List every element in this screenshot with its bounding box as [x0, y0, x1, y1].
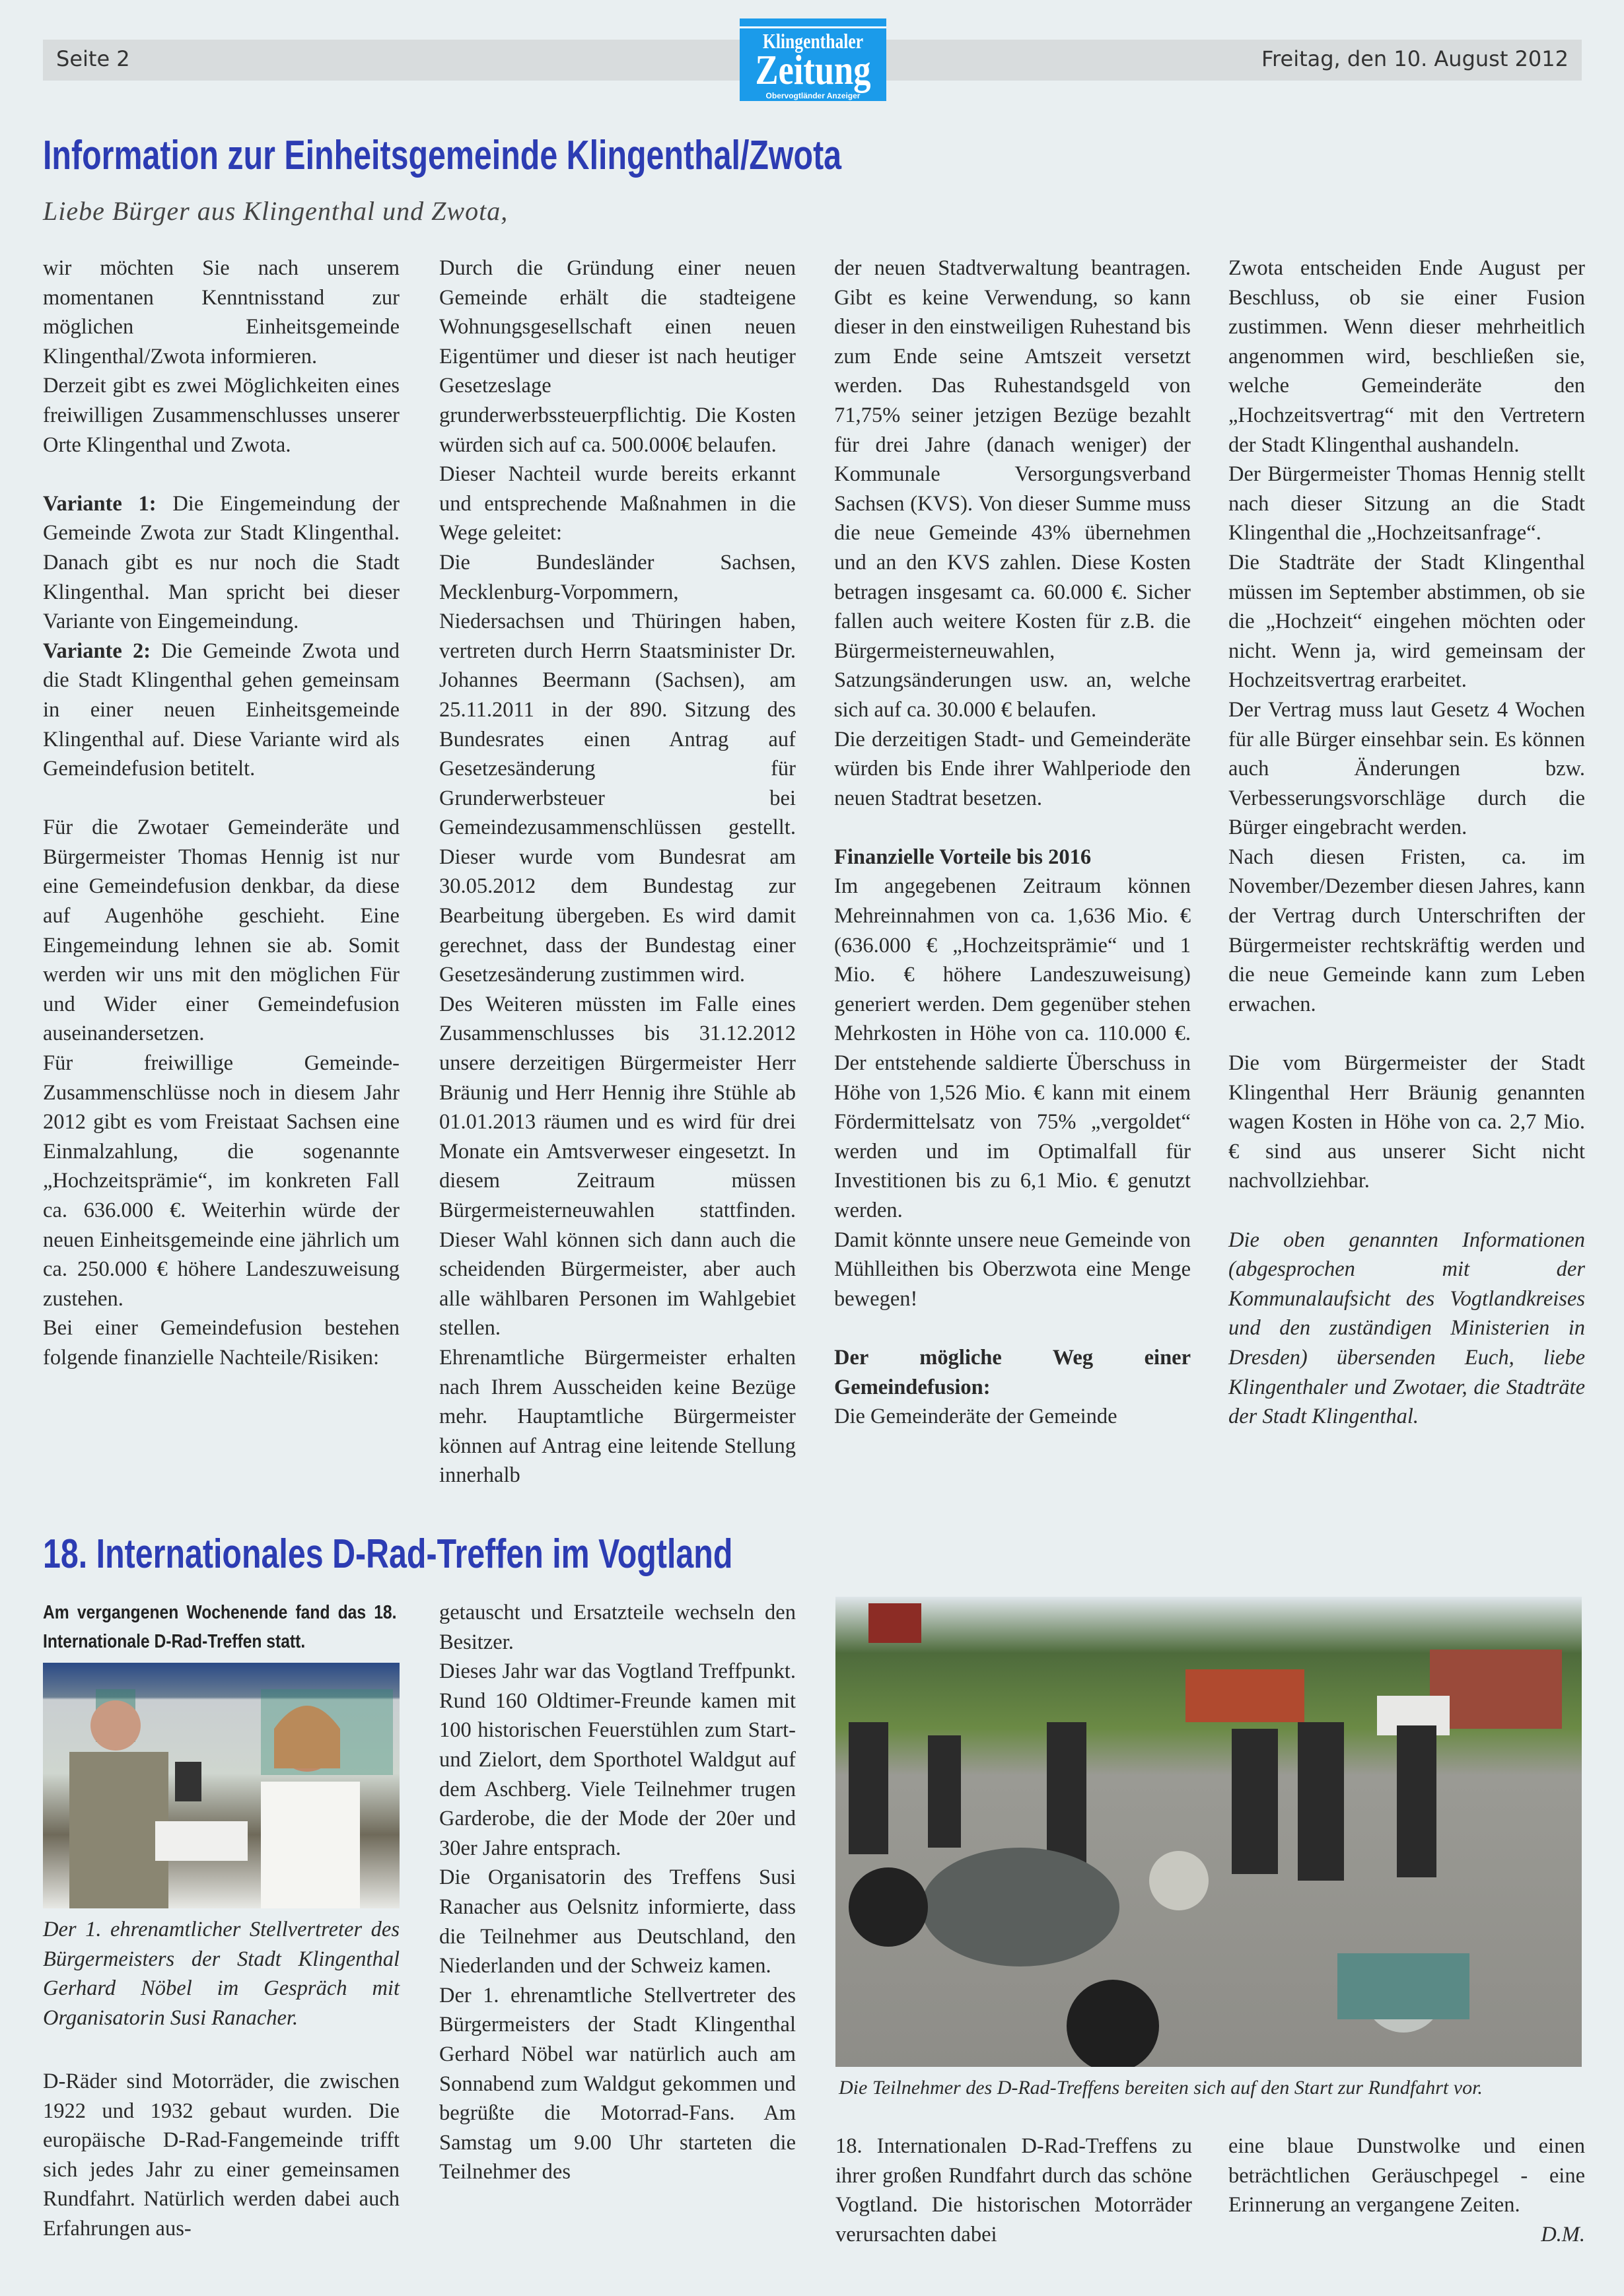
article1-column-2: Durch die Gründung einer neuen Gemeinde erhält die stadteigene Wohnungsgesellschaft einen neuen Eigentümer und dieser ist nach heutiger Gesetzeslage grunderwerbssteuerpflichtig. Die Kosten würden sich auf ca. 500.000€ belaufen. Dieser Nachteil wurde bereits erkannt und entsprechende Maßnahmen in die Wege geleitet: Die Bundesländer Sachsen, Mecklenburg-Vorpommern, Niedersachsen und Thüringen haben, vertreten durch Herrn Staatsminister Dr. Johannes Beermann (Sachsen), am 25.11.2011 in der 890. Sitzung des Bundesrates einen Antrag auf Gesetzesänderung für Grunderwerbsteuer bei Gemeindezusammenschlüssen gestellt. Dieser wurde vom Bundesrat am 30.05.2012 dem Bundestag zur Bearbeitung übergeben. Es wird damit gerechnet, dass der Bundestag einer Gesetzesänderung zustimmen wird. Des Weiteren müssten im Falle eines Zusammenschlusses bis 31.12.2012 unsere derzeitigen Bürgermeister Herr Bräunig und Herr Hennig ihre Stühle ab 01.01.2013 räumen und es wird für drei Monate ein Amtsverweser eingesetzt. In diesem Zeitraum müssen Bürgermeisterneuwahlen stattfinden. Dieser Wahl können sich dann auch die scheidenden Bürgermeister, aber auch alle wählbaren Personen im Wahlgebiet stellen. Ehrenamtliche Bürgermeister erhalten nach Ihrem Ausscheiden keine Bezüge mehr. Hauptamtliche Bürgermeister können auf Antrag eine leitende Stellung innerhalb — [439, 256, 796, 1488]
article1-column-1: wir möchten Sie nach unserem momentanen Kenntnisstand zur möglichen Einheitsgemeinde Klingenthal/Zwota informieren. Derzeit gibt es zwei Möglichkeiten eines freiwilligen Zusammenschlusses unserer Orte Klingenthal und Zwota. Variante 1: Die Eingemeindung der Gemeinde Zwota zur Stadt Klingenthal. Danach gibt es nur noch die Stadt Klingenthal. Man spricht bei dieser Variante von Eingemeindung. Variante 2: Die Gemeinde Zwota und die Stadt Klingenthal gehen gemeinsam in einer neuen Einheitsgemeinde Klingenthal auf. Diese Variante wird als Gemeindefusion betitelt. Für die Zwotaer Gemeinderäte und Bürgermeister Thomas Hennig ist nur eine Gemeindefusion denkbar, da diese auf Augenhöhe geschieht. Eine Eingemeindung lehnen sie ab. Somit werden wir uns mit den möglichen Für und Wider einer Gemeindefusion auseinandersetzen. Für freiwillige Gemeinde-Zusammenschlüsse noch in diesem Jahr 2012 gibt es vom Freistaat Sachsen eine Einmalzahlung, die sogenannte „Hochzeitsprämie“, im konkreten Fall ca. 636.000 €. Weiterhin würde der neuen Einheitsgemeinde eine jährlich um ca. 250.000 € höhere Landeszuweisung zustehen. Bei einer Gemeindefusion bestehen folgende finanzielle Nachteile/Risiken: — [43, 256, 400, 1370]
page-number: Seite 2 — [56, 46, 130, 71]
article2-column-1 — [43, 1598, 400, 1656]
article-lead: Am vergangenen Wochenende fand das 18. Internationale D-Rad-Treffen statt. — [43, 1602, 397, 1652]
motorcycles-illustration — [835, 1597, 1582, 2067]
article1-column-3: der neuen Stadtverwaltung beantragen. Gibt es keine Verwendung, so kann dieser in den einstweiligen Ruhestand bis zum Ende seine Amtszeit versetzt werden. Das Ruhestandsgeld von 71,75% seiner jetzigen Bezüge bezahlt für drei Jahre (danach weniger) der Kommunale Versorgungsverband Sachsen (KVS). Von dieser Summe muss die neue Gemeinde 43% übernehmen und an den KVS zahlen. Diese Kosten betragen insgesamt ca. 60.000 €. Sicher fallen auch weitere Kosten für z.B. die Bürgermeisterneuwahlen, Satzungsänderungen usw. an, welche sich auf ca. 30.000 € belaufen. Die derzeitigen Stadt- und Gemeinderäte würden bis Ende ihrer Wahlperiode den neuen Stadtrat besetzen. Finanzielle Vorteile bis 2016 Im angegebenen Zeitraum können Mehreinnahmen von ca. 1,636 Mio. € (636.000 € „Hochzeitsprämie“ und 1 Mio. € höhere Landeszuweisung) generiert werden. Dem gegenüber stehen Mehrkosten in Höhe von ca. 110.000 €. Der entstehende saldierte Überschuss in Höhe von 1,526 Mio. € kann mit einem Fördermittelsatz von 75% „vergoldet“ werden und im Optimalfall für Investitionen bis zu 6,1 Mio. € genutzt werden. Damit könnte unsere neue Gemeinde von Mühlleithen bis Oberzwota eine Menge bewegen! Der mögliche Weg einer Gemeindefusion: Die Gemeinderäte der Gemeinde — [834, 256, 1191, 1429]
photo-motorcycle-meeting — [835, 1597, 1582, 2067]
newspaper-logo: Klingenthaler Zeitung Obervogtländer Anzeiger — [740, 18, 886, 101]
article2-column-4: eine blaue Dunstwolke und einen beträchtlichen Geräuschpegel - eine Erinnerung an vergangene Zeiten. D.M. — [1228, 2132, 1585, 2249]
article2-column-1-text: D-Räder sind Motorräder, die zwischen 1922 und 1932 gebaut wurden. Die europäische D-Rad-Fangemeinde trifft sich jedes Jahr zu einer gemeinsamen Rundfahrt. Natürlich werden dabei auch Erfahrungen aus- — [43, 2070, 400, 2241]
photo-interview — [43, 1663, 400, 1908]
subheading: Der mögliche Weg einer Gemeindefusion: — [834, 1345, 1191, 1399]
signoff: Die oben genannten Informationen (abgesprochen mit der Kommunalaufsicht des Vogtlandkreises und den zuständigen Ministerien in Dresden) übersenden Euch, liebe Klingenthaler und Zwotaer, die Stadträte der Stadt Klingenthal. — [1228, 1228, 1585, 1429]
photo-caption: Die Teilnehmer des D-Rad-Treffens bereiten sich auf den Start zur Rundfahrt vor. — [839, 2077, 1483, 2099]
article-title: Information zur Einheitsgemeinde Klingenthal/Zwota — [43, 133, 842, 178]
author: D.M. — [1541, 2222, 1585, 2246]
subheading: Finanzielle Vorteile bis 2016 — [834, 845, 1092, 869]
issue-date: Freitag, den 10. August 2012 — [1261, 46, 1569, 71]
article2-column-3: 18. Internationalen D-Rad-Treffens zu ihrer großen Rundfahrt durch das schöne Vogtland. Die historischen Motorräder verursachten dabei — [835, 2134, 1192, 2246]
photo-caption: Der 1. ehrenamtlicher Stellvertreter des Bürgermeisters der Stadt Klingenthal Gerhard Nöbel im Gespräch mit Organisatorin Susi Ranacher. — [43, 1918, 400, 2030]
article-title: 18. Internationales D-Rad-Treffen im Vogtland — [43, 1531, 733, 1577]
article1-column-4: Zwota entscheiden Ende August per Beschluss, ob sie einer Fusion zustimmen. Wenn dieser mehrheitlich angenommen wird, beschließen sie, welche Gemeinderäte den „Hochzeitsvertrag“ mit den Vertretern der Stadt Klingenthal aushandeln. Der Bürgermeister Thomas Hennig stellt nach dieser Sitzung an die Stadt Klingenthal die „Hochzeitsanfrage“. Die Stadträte der Stadt Klingenthal müssen im September abstimmen, ob sie die „Hochzeit“ eingehen möchten oder nicht. Wenn ja, wird gemeinsam der Hochzeitsvertrag erarbeitet. Der Vertrag muss laut Gesetz 4 Wochen für alle Bürger einsehbar sein. Es können auch Änderungen bzw. Verbesserungsvorschläge durch die Bürger eingebracht werden. Nach diesen Fristen, ca. im November/Dezember diesen Jahres, kann der Vertrag durch Unterschriften der Bürgermeister rechtskräftig werden und die neue Gemeinde kann zum Leben erwachen. Die vom Bürgermeister der Stadt Klingenthal Herr Bräunig genannten wagen Kosten in Höhe von ca. 2,7 Mio. € sind aus unserer Sicht nicht nachvollziehbar. Die oben genannten Informationen (abgesprochen mit der Kommunalaufsicht des Vogtlandkreises und den zuständigen Ministerien in Dresden) übersenden Euch, liebe Klingenthaler und Zwotaer, die Stadträte der Stadt Klingenthal. — [1228, 254, 1585, 1432]
salutation: Liebe Bürger aus Klingenthal und Zwota, — [43, 196, 509, 226]
people-illustration — [43, 1663, 400, 1908]
article2-column-2: getauscht und Ersatzteile wechseln den Besitzer. Dieses Jahr war das Vogtland Treffpunkt. Rund 160 Oldtimer-Freunde kamen mit 100 historischen Feuerstühlen zum Start- und Zielort, dem Sporthotel Waldgut auf dem Aschberg. Viele Teilnehmer trugen Garderobe, die der Mode der 20er und 30er Jahre entsprach. Die Organisatorin des Treffens Susi Ranacher aus Oelsnitz informierte, dass die Teilnehmer aus Deutschland, den Niederlanden und der Schweiz kamen. Der 1. ehrenamtliche Stellvertreter des Bürgermeisters der Stadt Klingenthal Gerhard Nöbel war natürlich auch am Sonnabend zum Waldgut gekommen und begrüßte die Motorrad-Fans. Am Samstag um 9.00 Uhr starteten die Teilnehmer des — [439, 1601, 796, 2184]
